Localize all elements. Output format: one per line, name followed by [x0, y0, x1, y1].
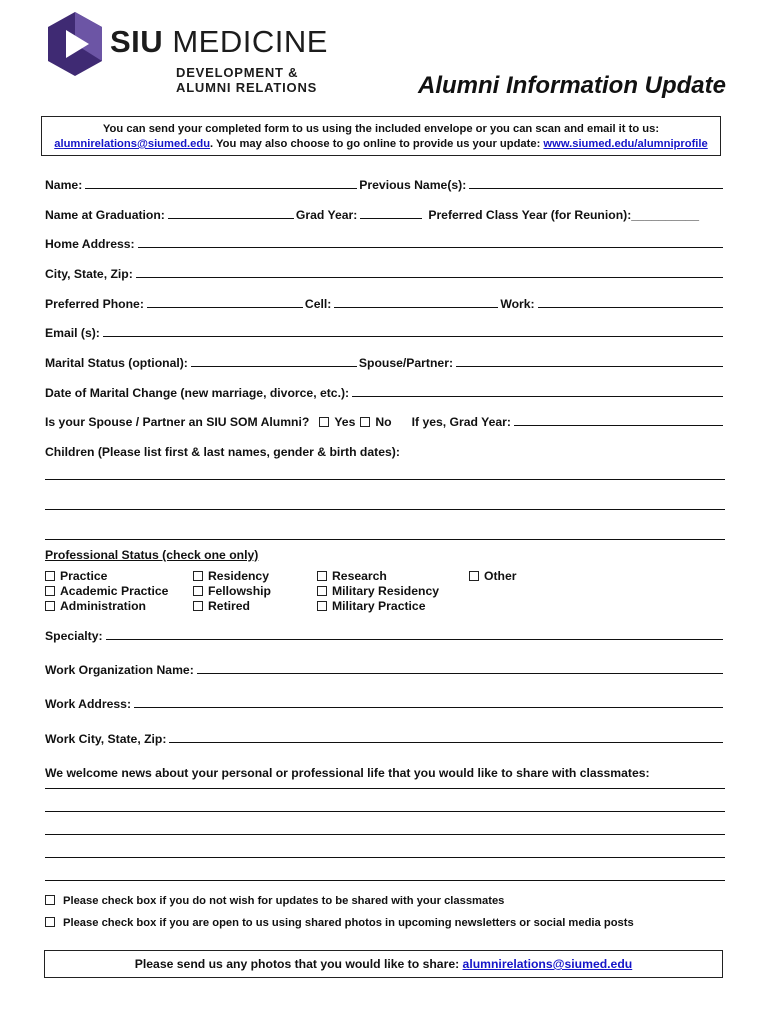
checkbox-icon[interactable]: [45, 586, 55, 596]
consent-photos-label: Please check box if you are open to us using shared photos in upcoming newsletters or social media posts: [63, 917, 634, 929]
consent-no-share-label: Please check box if you do not wish for updates to be shared with your classmates: [63, 895, 505, 907]
work-org-row: [45, 659, 725, 677]
marital-row: [45, 352, 725, 370]
name-field[interactable]: [85, 175, 357, 189]
spouse-partner-label: Spouse/Partner:: [358, 356, 454, 370]
home-address-label: Home Address:: [45, 237, 135, 251]
work-address-field[interactable]: [134, 694, 723, 708]
news-line-3[interactable]: [45, 834, 725, 835]
news-line-4[interactable]: [45, 857, 725, 858]
children-line-1[interactable]: [45, 479, 725, 480]
marital-change-field[interactable]: [352, 383, 723, 397]
consent-no-share[interactable]: [45, 895, 504, 907]
marital-change-label: Date of Marital Change (new marriage, divorce, etc.):: [45, 386, 350, 400]
yes-checkbox[interactable]: [319, 417, 329, 427]
city-state-zip-label: City, State, Zip:: [45, 267, 133, 281]
children-label: Children (Please list first & last names, gender & birth dates):: [45, 445, 400, 459]
professional-status-title: Professional Status (check one only): [45, 548, 259, 562]
cell-field[interactable]: [334, 294, 498, 308]
preferred-phone-label: Preferred Phone:: [45, 297, 144, 311]
if-yes-grad-year-label: If yes, Grad Year:: [411, 415, 511, 429]
option-label: Residency: [208, 569, 269, 583]
name-at-graduation-label: Name at Graduation:: [45, 208, 165, 222]
email-label: Email (s):: [45, 326, 100, 340]
marital-status-field[interactable]: [191, 353, 357, 367]
website-link[interactable]: www.siumed.edu/alumniprofile: [543, 138, 708, 150]
consent-photos[interactable]: [45, 917, 634, 929]
option-administration[interactable]: [45, 599, 146, 613]
yes-option[interactable]: [319, 415, 355, 429]
brand-name-rest: MEDICINE: [172, 24, 328, 59]
home-address-field[interactable]: [138, 234, 723, 248]
city-state-zip-row: [45, 263, 725, 281]
no-checkbox[interactable]: [360, 417, 370, 427]
checkbox-icon[interactable]: [45, 571, 55, 581]
email-link[interactable]: alumnirelations@siumed.edu: [54, 138, 211, 150]
work-city-row: [45, 728, 725, 746]
brand-subtitle-1: DEVELOPMENT &: [176, 65, 299, 80]
option-label: Practice: [60, 569, 108, 583]
specialty-field[interactable]: [106, 626, 723, 640]
previous-names-field[interactable]: [469, 175, 723, 189]
news-prompt-row: [45, 762, 725, 780]
cell-label: Cell:: [304, 297, 332, 311]
option-retired[interactable]: [193, 599, 250, 613]
yes-label: Yes: [334, 415, 356, 429]
phone-row: [45, 293, 725, 311]
spouse-partner-field[interactable]: [456, 353, 723, 367]
instructions-box: [41, 116, 721, 156]
children-line-3[interactable]: [45, 539, 725, 540]
name-label: Name:: [45, 178, 83, 192]
preferred-phone-field[interactable]: [147, 294, 303, 308]
instructions-middle: . You may also choose to go online to provide us your update:: [210, 138, 544, 150]
checkbox-icon[interactable]: [317, 601, 327, 611]
city-state-zip-field[interactable]: [136, 264, 723, 278]
grad-year-label: Grad Year:: [295, 208, 358, 222]
children-row: [45, 441, 725, 459]
checkbox-icon[interactable]: [193, 601, 203, 611]
brand-subtitle-2: ALUMNI RELATIONS: [176, 80, 318, 95]
specialty-row: [45, 625, 725, 643]
option-label: Military Practice: [332, 599, 426, 613]
instructions-line-2: [42, 137, 720, 152]
checkbox-icon[interactable]: [317, 571, 327, 581]
news-prompt-label: We welcome news about your personal or professional life that you would like to share with classmates:: [45, 766, 650, 780]
option-academic-practice[interactable]: [45, 584, 168, 598]
work-address-label: Work Address:: [45, 697, 132, 711]
graduation-row: [45, 204, 725, 222]
checkbox-icon[interactable]: [469, 571, 479, 581]
spouse-grad-year-field[interactable]: [514, 412, 723, 426]
news-line-5[interactable]: [45, 880, 725, 881]
no-label: No: [375, 415, 392, 429]
work-phone-field[interactable]: [538, 294, 723, 308]
checkbox-icon[interactable]: [45, 895, 55, 905]
work-city-label: Work City, State, Zip:: [45, 732, 167, 746]
instructions-line-1: You can send your completed form to us using the included envelope or you can scan and email it to us:: [102, 123, 660, 135]
option-research[interactable]: [317, 569, 387, 583]
option-label: Academic Practice: [60, 584, 169, 598]
spouse-alumni-label: Is your Spouse / Partner an SIU SOM Alumni?: [45, 415, 310, 429]
marital-change-row: [45, 382, 725, 400]
option-label: Research: [332, 569, 387, 583]
no-option[interactable]: [360, 415, 391, 429]
checkbox-icon[interactable]: [317, 586, 327, 596]
option-practice[interactable]: [45, 569, 107, 583]
email-field[interactable]: [103, 323, 723, 337]
preferred-class-year-label[interactable]: Preferred Class Year (for Reunion):__________: [428, 208, 700, 222]
checkbox-icon[interactable]: [193, 571, 203, 581]
work-phone-label: Work:: [500, 297, 535, 311]
checkbox-icon[interactable]: [45, 601, 55, 611]
option-fellowship[interactable]: [193, 584, 271, 598]
marital-status-label: Marital Status (optional):: [45, 356, 188, 370]
work-org-field[interactable]: [197, 660, 723, 674]
page-title: Alumni Information Update: [418, 72, 726, 99]
brand-name-bold: SIU: [110, 24, 164, 59]
option-label: Other: [484, 569, 517, 583]
option-label: Military Residency: [332, 584, 440, 598]
option-label: Administration: [60, 599, 146, 613]
option-residency[interactable]: [193, 569, 269, 583]
photo-request-text: Please send us any photos that you would like to share:: [134, 957, 463, 971]
name-at-graduation-field[interactable]: [168, 205, 294, 219]
news-line-2[interactable]: [45, 811, 725, 812]
option-label: Retired: [208, 599, 250, 613]
option-other[interactable]: [469, 569, 517, 583]
option-label: Fellowship: [208, 584, 271, 598]
play-hexagon-icon: [44, 10, 106, 78]
checkbox-icon[interactable]: [193, 586, 203, 596]
photo-request-box: [44, 950, 723, 978]
option-military-residency[interactable]: [317, 584, 439, 598]
work-city-field[interactable]: [169, 729, 723, 743]
specialty-label: Specialty:: [45, 629, 103, 643]
photo-email-link[interactable]: alumnirelations@siumed.edu: [462, 957, 633, 971]
work-org-label: Work Organization Name:: [45, 663, 194, 677]
previous-names-label: Previous Name(s):: [359, 178, 467, 192]
children-line-2[interactable]: [45, 509, 725, 510]
work-address-row: [45, 693, 725, 711]
spouse-alumni-row: [45, 411, 725, 429]
home-address-row: [45, 233, 725, 251]
option-military-practice[interactable]: [317, 599, 425, 613]
brand-name: [110, 26, 328, 57]
name-row: [45, 174, 725, 192]
checkbox-icon[interactable]: [45, 917, 55, 927]
email-row: [45, 322, 725, 340]
news-line-1[interactable]: [45, 788, 725, 789]
grad-year-field[interactable]: [360, 205, 422, 219]
